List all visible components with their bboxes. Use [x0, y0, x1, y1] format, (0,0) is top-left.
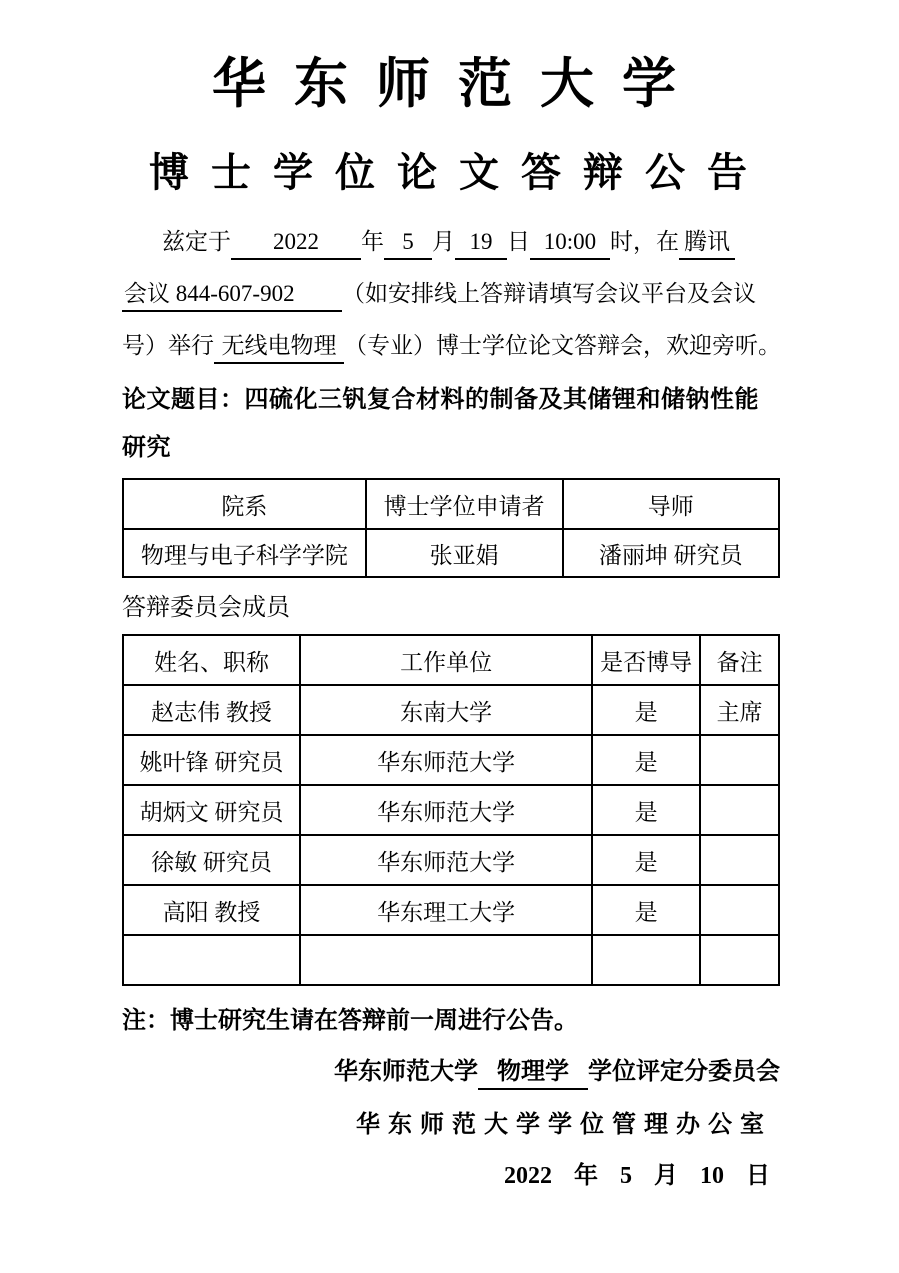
column-header: 是否博导 [592, 635, 700, 685]
day-suffix: 日 [507, 229, 530, 254]
table-cell: 高阳 教授 [123, 885, 300, 935]
table-row [123, 685, 779, 735]
year-suffix: 年 [361, 229, 384, 254]
table-cell: 徐敏 研究员 [123, 835, 300, 885]
month-blank [384, 227, 432, 260]
thesis-label: 论文题目： [122, 387, 245, 413]
body-prefix: 兹定于 [162, 229, 231, 254]
division-value: 物理学 [497, 1059, 569, 1085]
committee-table-head [123, 635, 779, 685]
major-value: 无线电物理 [221, 333, 337, 358]
table-cell: 是 [592, 685, 700, 735]
year-blank [231, 227, 361, 260]
thesis-title-text: 四硫化三钒复合材料的制备及其储锂和储钠性能 [244, 387, 759, 413]
platform-value-part1: 腾讯 [684, 229, 730, 254]
column-header: 博士学位申请者 [366, 479, 563, 529]
table-cell: 是 [592, 835, 700, 885]
platform-blank-part1 [679, 227, 735, 260]
paren-note-part1: （如安排线上答辩请填写会议平台及会议 [342, 281, 756, 306]
table-cell: 潘丽坤 研究员 [563, 529, 779, 577]
table-cell: 赵志伟 教授 [123, 685, 300, 735]
header-row [123, 635, 779, 685]
table-cell [592, 935, 700, 985]
table-cell: 胡炳文 研究员 [123, 785, 300, 835]
table-cell [700, 835, 779, 885]
table-cell: 华东师范大学 [300, 835, 592, 885]
table-cell: 是 [592, 885, 700, 935]
table-cell: 华东师范大学 [300, 785, 592, 835]
body-tail: （专业）博士学位论文答辩会，欢迎旁听。 [344, 333, 781, 358]
column-header: 工作单位 [300, 635, 592, 685]
platform-value-part2: 会议 844-607-902 [124, 281, 295, 306]
table-row [123, 885, 779, 935]
thesis-title-block [122, 376, 780, 472]
body-line-3 [122, 320, 780, 372]
division-blank [478, 1057, 588, 1090]
thesis-title-line1 [122, 376, 780, 424]
degree-committee-line [122, 1056, 780, 1090]
committee-table-body [123, 685, 779, 985]
table-cell [700, 735, 779, 785]
thesis-title-line2: 研究 [122, 435, 171, 461]
document-title: 博士学位论文答辩公告 [149, 150, 769, 195]
applicant-info-table [122, 478, 780, 578]
body-line-2 [122, 268, 780, 320]
table-cell: 姚叶锋 研究员 [123, 735, 300, 785]
table-cell [700, 885, 779, 935]
month-suffix: 月 [432, 229, 455, 254]
table-cell: 华东理工大学 [300, 885, 592, 935]
committee-section-label: 答辩委员会成员 [122, 595, 290, 621]
column-header: 备注 [700, 635, 779, 685]
table-cell: 是 [592, 735, 700, 785]
table-row [123, 529, 779, 577]
committee-table [122, 634, 780, 986]
column-header: 院系 [123, 479, 366, 529]
announcement-paragraph [122, 216, 780, 372]
table-row [123, 835, 779, 885]
table-cell [123, 935, 300, 985]
table-cell: 主席 [700, 685, 779, 735]
table-cell: 是 [592, 785, 700, 835]
year-value: 2022 [273, 229, 319, 254]
table-cell [700, 935, 779, 985]
table-cell [700, 785, 779, 835]
table-cell: 东南大学 [300, 685, 592, 735]
degree-committee-suffix: 学位评定分委员会 [588, 1059, 780, 1085]
body-line-1 [122, 216, 780, 268]
degree-office-line: 华东师范大学学位管理办公室 [356, 1112, 772, 1138]
table-cell: 物理与电子科学学院 [123, 529, 366, 577]
applicant-info-table-body [123, 529, 779, 577]
date-line: 2022 年 5 月 10 日 [504, 1163, 770, 1189]
platform-blank-part2 [122, 279, 342, 312]
time-value: 10:00 [543, 229, 597, 254]
day-blank [455, 227, 507, 260]
table-row [123, 935, 779, 985]
major-blank [214, 331, 344, 364]
column-header: 姓名、职称 [123, 635, 300, 685]
paren-note-part2: 号）举行 [122, 333, 214, 358]
column-header: 导师 [563, 479, 779, 529]
month-value: 5 [402, 229, 414, 254]
table-row [123, 735, 779, 785]
day-value: 19 [469, 229, 493, 254]
table-row [123, 785, 779, 835]
page-content [122, 46, 780, 1192]
degree-committee-prefix: 华东师范大学 [334, 1059, 478, 1085]
time-suffix: 时，在 [610, 229, 679, 254]
time-blank [530, 227, 610, 260]
header-row [123, 479, 779, 529]
table-cell: 华东师范大学 [300, 735, 592, 785]
applicant-info-table-head [123, 479, 779, 529]
table-cell: 张亚娟 [366, 529, 563, 577]
note-line: 注：博士研究生请在答辩前一周进行公告。 [122, 1008, 578, 1034]
table-cell [300, 935, 592, 985]
university-title: 华东师范大学 [212, 54, 704, 114]
